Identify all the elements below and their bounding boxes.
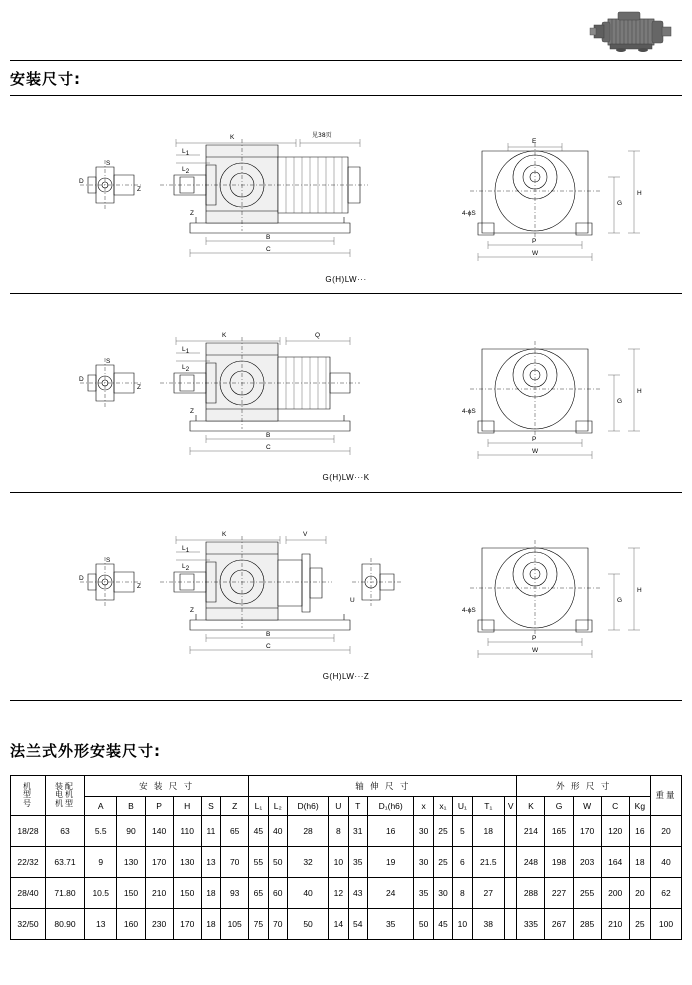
col-G: G — [545, 797, 573, 816]
svg-text:Z: Z — [190, 210, 194, 217]
drawing-caption-1: G(H)LW··· — [325, 275, 367, 284]
col-P: P — [145, 797, 173, 816]
svg-text:L1: L1 — [182, 545, 190, 554]
svg-text:4-ϕS: 4-ϕS — [462, 210, 476, 217]
cell-value: 38 — [472, 909, 504, 940]
cell-value: 31 — [348, 816, 367, 847]
svg-text:S: S — [106, 557, 111, 564]
cell-value: 43 — [348, 878, 367, 909]
col-x: x — [414, 797, 433, 816]
col-U1: U₁ — [453, 797, 472, 816]
page-title-flange: 法兰式外形安装尺寸: — [10, 742, 161, 760]
col-H: H — [173, 797, 201, 816]
cell-value: 210 — [145, 878, 173, 909]
col-S: S — [201, 797, 220, 816]
cell-value: 12 — [329, 878, 348, 909]
svg-text:Z: Z — [137, 186, 141, 193]
drawing-block-3 — [10, 502, 682, 681]
cell-value: 13 — [85, 909, 117, 940]
divider-2 — [10, 492, 682, 493]
header-install-group: 安 装 尺 寸 — [85, 776, 249, 797]
cell-value: 32 — [287, 847, 328, 878]
cell-value: 70 — [268, 909, 287, 940]
svg-text:L1: L1 — [182, 346, 190, 355]
assembly-drawing-foot — [10, 105, 682, 275]
svg-text:Z: Z — [190, 607, 194, 614]
cell-model: 22/32 — [11, 847, 46, 878]
drawing-caption-2: G(H)LW···K — [322, 473, 370, 482]
cell-value: 50 — [414, 909, 433, 940]
cell-value: 40 — [287, 878, 328, 909]
cell-value: 198 — [545, 847, 573, 878]
col-W: W — [573, 797, 601, 816]
cell-value: 8 — [453, 878, 472, 909]
cell-value: 65 — [221, 816, 249, 847]
svg-text:H: H — [637, 587, 642, 594]
cell-value: 230 — [145, 909, 173, 940]
divider-1 — [10, 293, 682, 294]
cell-value: 214 — [517, 816, 545, 847]
header-shaft-group: 轴 伸 尺 寸 — [249, 776, 517, 797]
cell-value: 18 — [201, 878, 220, 909]
cell-value: 50 — [287, 909, 328, 940]
svg-text:D: D — [79, 376, 84, 383]
cell-value: 40 — [268, 816, 287, 847]
cell-value: 150 — [117, 878, 145, 909]
svg-text:W: W — [532, 647, 539, 654]
cell-value — [505, 847, 517, 878]
cell-value: 25 — [433, 847, 452, 878]
svg-text:S: S — [106, 160, 111, 167]
cell-value: 285 — [573, 909, 601, 940]
header-model: 机 型 号 — [11, 776, 46, 816]
cell-value: 55 — [249, 847, 268, 878]
drawing-block-2 — [10, 303, 682, 482]
cell-value — [505, 909, 517, 940]
cell-value: 21.5 — [472, 847, 504, 878]
col-A: A — [85, 797, 117, 816]
cell-value: 160 — [117, 909, 145, 940]
cell-value: 14 — [329, 909, 348, 940]
cell-value: 70 — [221, 847, 249, 878]
cell-value: 13 — [201, 847, 220, 878]
svg-text:D: D — [79, 575, 84, 582]
svg-text:C: C — [266, 643, 271, 650]
table-header-group-row — [11, 776, 682, 797]
divider-top — [10, 60, 682, 61]
svg-text:B: B — [266, 432, 271, 439]
motor-photo — [588, 8, 674, 54]
col-D: D(h6) — [287, 797, 328, 816]
svg-text:K: K — [230, 134, 235, 141]
svg-text:Z: Z — [137, 384, 141, 391]
cell-value: 11 — [201, 816, 220, 847]
assembly-drawing-shaft — [10, 303, 682, 473]
col-T: T — [348, 797, 367, 816]
cell-value: 9 — [85, 847, 117, 878]
cell-value: 18 — [629, 847, 650, 878]
cell-value: 18 — [201, 909, 220, 940]
cell-value — [505, 816, 517, 847]
cell-value: 10.5 — [85, 878, 117, 909]
svg-text:C: C — [266, 444, 271, 451]
col-C: C — [601, 797, 629, 816]
cell-value: 10 — [329, 847, 348, 878]
svg-text:4-ϕS: 4-ϕS — [462, 607, 476, 614]
cell-value: 28 — [287, 816, 328, 847]
cell-value: 45 — [249, 816, 268, 847]
cell-value: 6 — [453, 847, 472, 878]
svg-text:B: B — [266, 631, 271, 638]
svg-text:H: H — [637, 388, 642, 395]
cell-value: 170 — [145, 847, 173, 878]
cell-value: 267 — [545, 909, 573, 940]
cell-value: 19 — [367, 847, 414, 878]
cell-value: 203 — [573, 847, 601, 878]
svg-text:C: C — [266, 246, 271, 253]
svg-text:B: B — [266, 234, 271, 241]
cell-value: 288 — [517, 878, 545, 909]
cell-value: 335 — [517, 909, 545, 940]
svg-text:Z: Z — [190, 408, 194, 415]
cell-value: 50 — [268, 847, 287, 878]
svg-text:G: G — [617, 597, 623, 604]
cell-model: 18/28 — [11, 816, 46, 847]
cell-model: 32/50 — [11, 909, 46, 940]
svg-text:E: E — [532, 138, 537, 145]
cell-value: 130 — [117, 847, 145, 878]
cell-weight: 100 — [651, 909, 682, 940]
cell-value: 30 — [433, 878, 452, 909]
cell-value: 25 — [433, 816, 452, 847]
cell-weight: 40 — [651, 847, 682, 878]
cell-model: 28/40 — [11, 878, 46, 909]
header-outline-group: 外 形 尺 寸 — [517, 776, 651, 797]
svg-text:P: P — [532, 635, 537, 642]
table-row — [11, 878, 682, 909]
spec-table-body — [11, 816, 682, 940]
svg-text:L2: L2 — [182, 364, 190, 373]
cell-value: 170 — [173, 909, 201, 940]
svg-text:P: P — [532, 238, 537, 245]
spec-table-head — [11, 776, 682, 816]
svg-text:W: W — [532, 250, 539, 257]
cell-value: 255 — [573, 878, 601, 909]
svg-text:P: P — [532, 436, 537, 443]
cell-value: 170 — [573, 816, 601, 847]
col-U: U — [329, 797, 348, 816]
cell-value: 18 — [472, 816, 504, 847]
col-B: B — [117, 797, 145, 816]
table-header-sub-row — [11, 797, 682, 816]
cell-value: 54 — [348, 909, 367, 940]
cell-value: 165 — [545, 816, 573, 847]
svg-text:G: G — [617, 200, 623, 207]
svg-text:V: V — [303, 531, 308, 538]
cell-value: 30 — [414, 847, 433, 878]
svg-text:S: S — [106, 358, 111, 365]
cell-value: 130 — [173, 847, 201, 878]
cell-motor: 80.90 — [46, 909, 85, 940]
cell-value: 110 — [173, 816, 201, 847]
cell-value: 5 — [453, 816, 472, 847]
cell-weight: 20 — [651, 816, 682, 847]
header-weight-group: 重量 — [651, 776, 682, 816]
svg-text:U: U — [350, 597, 355, 604]
cell-value: 105 — [221, 909, 249, 940]
svg-text:L2: L2 — [182, 563, 190, 572]
col-Kg: Kg — [629, 797, 650, 816]
col-K: K — [517, 797, 545, 816]
assembly-drawing-flange — [10, 502, 682, 672]
cell-value: 25 — [629, 909, 650, 940]
page-title-install: 安装尺寸: — [10, 70, 81, 88]
cell-value: 75 — [249, 909, 268, 940]
cell-value: 24 — [367, 878, 414, 909]
svg-text:K: K — [222, 332, 227, 339]
table-row — [11, 909, 682, 940]
cell-value: 65 — [249, 878, 268, 909]
cell-value: 30 — [414, 816, 433, 847]
col-T1: T₁ — [472, 797, 504, 816]
svg-text:见38页: 见38页 — [312, 132, 332, 139]
svg-text:W: W — [532, 448, 539, 455]
cell-value: 16 — [367, 816, 414, 847]
cell-value: 227 — [545, 878, 573, 909]
col-L2: L₂ — [268, 797, 287, 816]
svg-text:L1: L1 — [182, 148, 190, 157]
cell-value: 164 — [601, 847, 629, 878]
svg-text:Q: Q — [315, 332, 321, 339]
col-Z: Z — [221, 797, 249, 816]
cell-value: 248 — [517, 847, 545, 878]
cell-value: 120 — [601, 816, 629, 847]
cell-value: 8 — [329, 816, 348, 847]
cell-value: 140 — [145, 816, 173, 847]
cell-value: 16 — [629, 816, 650, 847]
divider-under-heading — [10, 95, 682, 96]
spec-table-container — [10, 775, 682, 940]
svg-text:D: D — [79, 178, 84, 185]
col-D1: D₁(h6) — [367, 797, 414, 816]
drawing-block-1 — [10, 105, 682, 284]
svg-text:G: G — [617, 398, 623, 405]
cell-value: 90 — [117, 816, 145, 847]
col-V: V — [505, 797, 517, 816]
svg-text:L2: L2 — [182, 166, 190, 175]
table-row — [11, 816, 682, 847]
spec-table — [10, 775, 682, 940]
cell-value: 27 — [472, 878, 504, 909]
svg-text:Z: Z — [137, 583, 141, 590]
col-x1: x₁ — [433, 797, 452, 816]
svg-text:4-ϕS: 4-ϕS — [462, 408, 476, 415]
cell-value: 60 — [268, 878, 287, 909]
cell-value: 10 — [453, 909, 472, 940]
cell-weight: 62 — [651, 878, 682, 909]
cell-value: 35 — [414, 878, 433, 909]
divider-3 — [10, 700, 682, 701]
cell-value: 35 — [348, 847, 367, 878]
col-L1: L₁ — [249, 797, 268, 816]
drawing-caption-3: G(H)LW···Z — [322, 672, 370, 681]
cell-value: 93 — [221, 878, 249, 909]
cell-value: 210 — [601, 909, 629, 940]
cell-value: 45 — [433, 909, 452, 940]
cell-motor: 71.80 — [46, 878, 85, 909]
cell-value: 150 — [173, 878, 201, 909]
cell-value — [505, 878, 517, 909]
svg-text:H: H — [637, 190, 642, 197]
cell-value: 20 — [629, 878, 650, 909]
table-row — [11, 847, 682, 878]
cell-value: 5.5 — [85, 816, 117, 847]
svg-text:K: K — [222, 531, 227, 538]
cell-motor: 63 — [46, 816, 85, 847]
header-motor: 装配 电机 机型 — [46, 776, 85, 816]
cell-motor: 63.71 — [46, 847, 85, 878]
cell-value: 35 — [367, 909, 414, 940]
cell-value: 200 — [601, 878, 629, 909]
